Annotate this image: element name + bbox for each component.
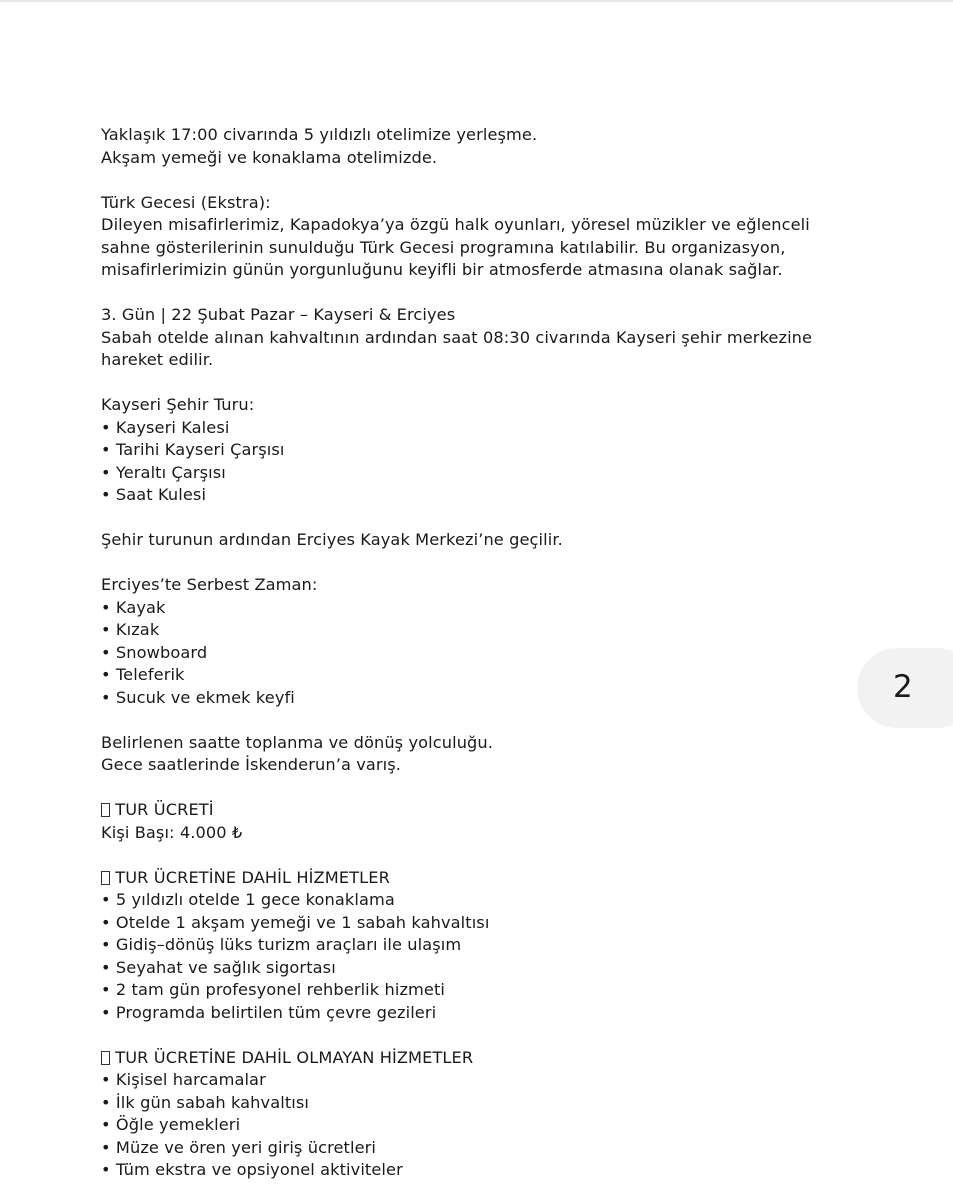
price-line: Kişi Başı: 4.000 ₺: [101, 822, 243, 842]
list-item: • Kızak: [101, 620, 160, 639]
paragraph-return: [101, 732, 861, 777]
free-time-list: [101, 574, 861, 709]
paragraph-day-3: [101, 304, 861, 372]
list-item: • İlk gün sabah kahvaltısı: [101, 1092, 310, 1112]
list-item: • 5 yıldızlı otelde 1 gece konaklama: [101, 890, 395, 909]
list-item: • Tüm ekstra ve opsiyonel aktiviteler: [101, 1160, 403, 1179]
list-item: • Otelde 1 akşam yemeği ve 1 sabah kahvaltısı: [101, 912, 490, 932]
included-services-section: [101, 867, 861, 1025]
text-line: Belirlenen saatte toplanma ve dönüş yolculuğu.: [101, 732, 494, 752]
price-section: [101, 799, 861, 844]
section-title: Türk Gecesi (Ekstra):: [101, 192, 271, 212]
list-item: • Seyahat ve sağlık sigortası: [101, 957, 336, 977]
list-item: • Kayseri Kalesi: [101, 417, 230, 437]
document-body: [101, 124, 861, 1182]
list-item: • 2 tam gün profesyonel rehberlik hizmeti: [101, 980, 446, 999]
missing-glyph-box-icon: [101, 871, 110, 885]
list-item: • Saat Kulesi: [101, 485, 207, 504]
page-number: 2: [893, 669, 913, 705]
included-heading: TUR ÜCRETİNE DAHİL HİZMETLER: [115, 867, 390, 887]
city-tour-list: [101, 394, 861, 507]
section-heading: [101, 867, 861, 890]
missing-glyph-box-icon: [101, 803, 110, 817]
text-line: sahne gösterilerinin sunulduğu Türk Gecesi programına katılabilir. Bu organizasyon,: [101, 237, 786, 257]
paragraph-transfer: [101, 529, 861, 552]
text-line: misafirlerimizin günün yorgunluğunu keyifli bir atmosferde atmasına olanak sağlar.: [101, 260, 783, 279]
missing-glyph-box-icon: [101, 1051, 110, 1065]
text-line: Gece saatlerinde İskenderun’a varış.: [101, 755, 402, 774]
list-item: • Yeraltı Çarşısı: [101, 462, 226, 482]
excluded-heading: TUR ÜCRETİNE DAHİL OLMAYAN HİZMETLER: [115, 1047, 474, 1067]
list-item: • Tarihi Kayseri Çarşısı: [101, 440, 285, 459]
text-line: Sabah otelde alınan kahvaltının ardından saat 08:30 civarında Kayseri şehir merkezine: [101, 327, 813, 347]
list-heading: Kayseri Şehir Turu:: [101, 395, 255, 414]
price-heading: TUR ÜCRETİ: [115, 800, 214, 819]
top-divider: [0, 0, 953, 2]
section-heading: [101, 799, 861, 822]
text-line: Akşam yemeği ve konaklama otelimizde.: [101, 147, 438, 167]
paragraph-arrival: [101, 124, 861, 169]
list-item: • Snowboard: [101, 642, 208, 662]
list-item: • Kişisel harcamalar: [101, 1070, 266, 1089]
text-line: Dileyen misafirlerimiz, Kapadokya’ya özgü halk oyunları, yöresel müzikler ve eğlenceli: [101, 215, 810, 234]
list-item: • Müze ve ören yeri giriş ücretleri: [101, 1137, 376, 1157]
text-line: hareket edilir.: [101, 350, 214, 369]
text-line: Şehir turunun ardından Erciyes Kayak Merkezi’ne geçilir.: [101, 530, 563, 549]
list-item: • Programda belirtilen tüm çevre gezileri: [101, 1002, 437, 1022]
list-item: • Kayak: [101, 597, 166, 617]
text-line: Yaklaşık 17:00 civarında 5 yıldızlı otelimize yerleşme.: [101, 125, 538, 144]
list-item: • Sucuk ve ekmek keyfi: [101, 687, 295, 707]
section-heading: [101, 1047, 861, 1070]
paragraph-turkish-night: [101, 192, 861, 282]
list-item: • Öğle yemekleri: [101, 1115, 241, 1134]
list-item: • Teleferik: [101, 665, 185, 684]
day-heading: 3. Gün | 22 Şubat Pazar – Kayseri & Erciyes: [101, 305, 456, 324]
list-item: • Gidiş–dönüş lüks turizm araçları ile ulaşım: [101, 935, 462, 954]
list-heading: Erciyes’te Serbest Zaman:: [101, 575, 318, 594]
excluded-services-section: [101, 1047, 861, 1182]
